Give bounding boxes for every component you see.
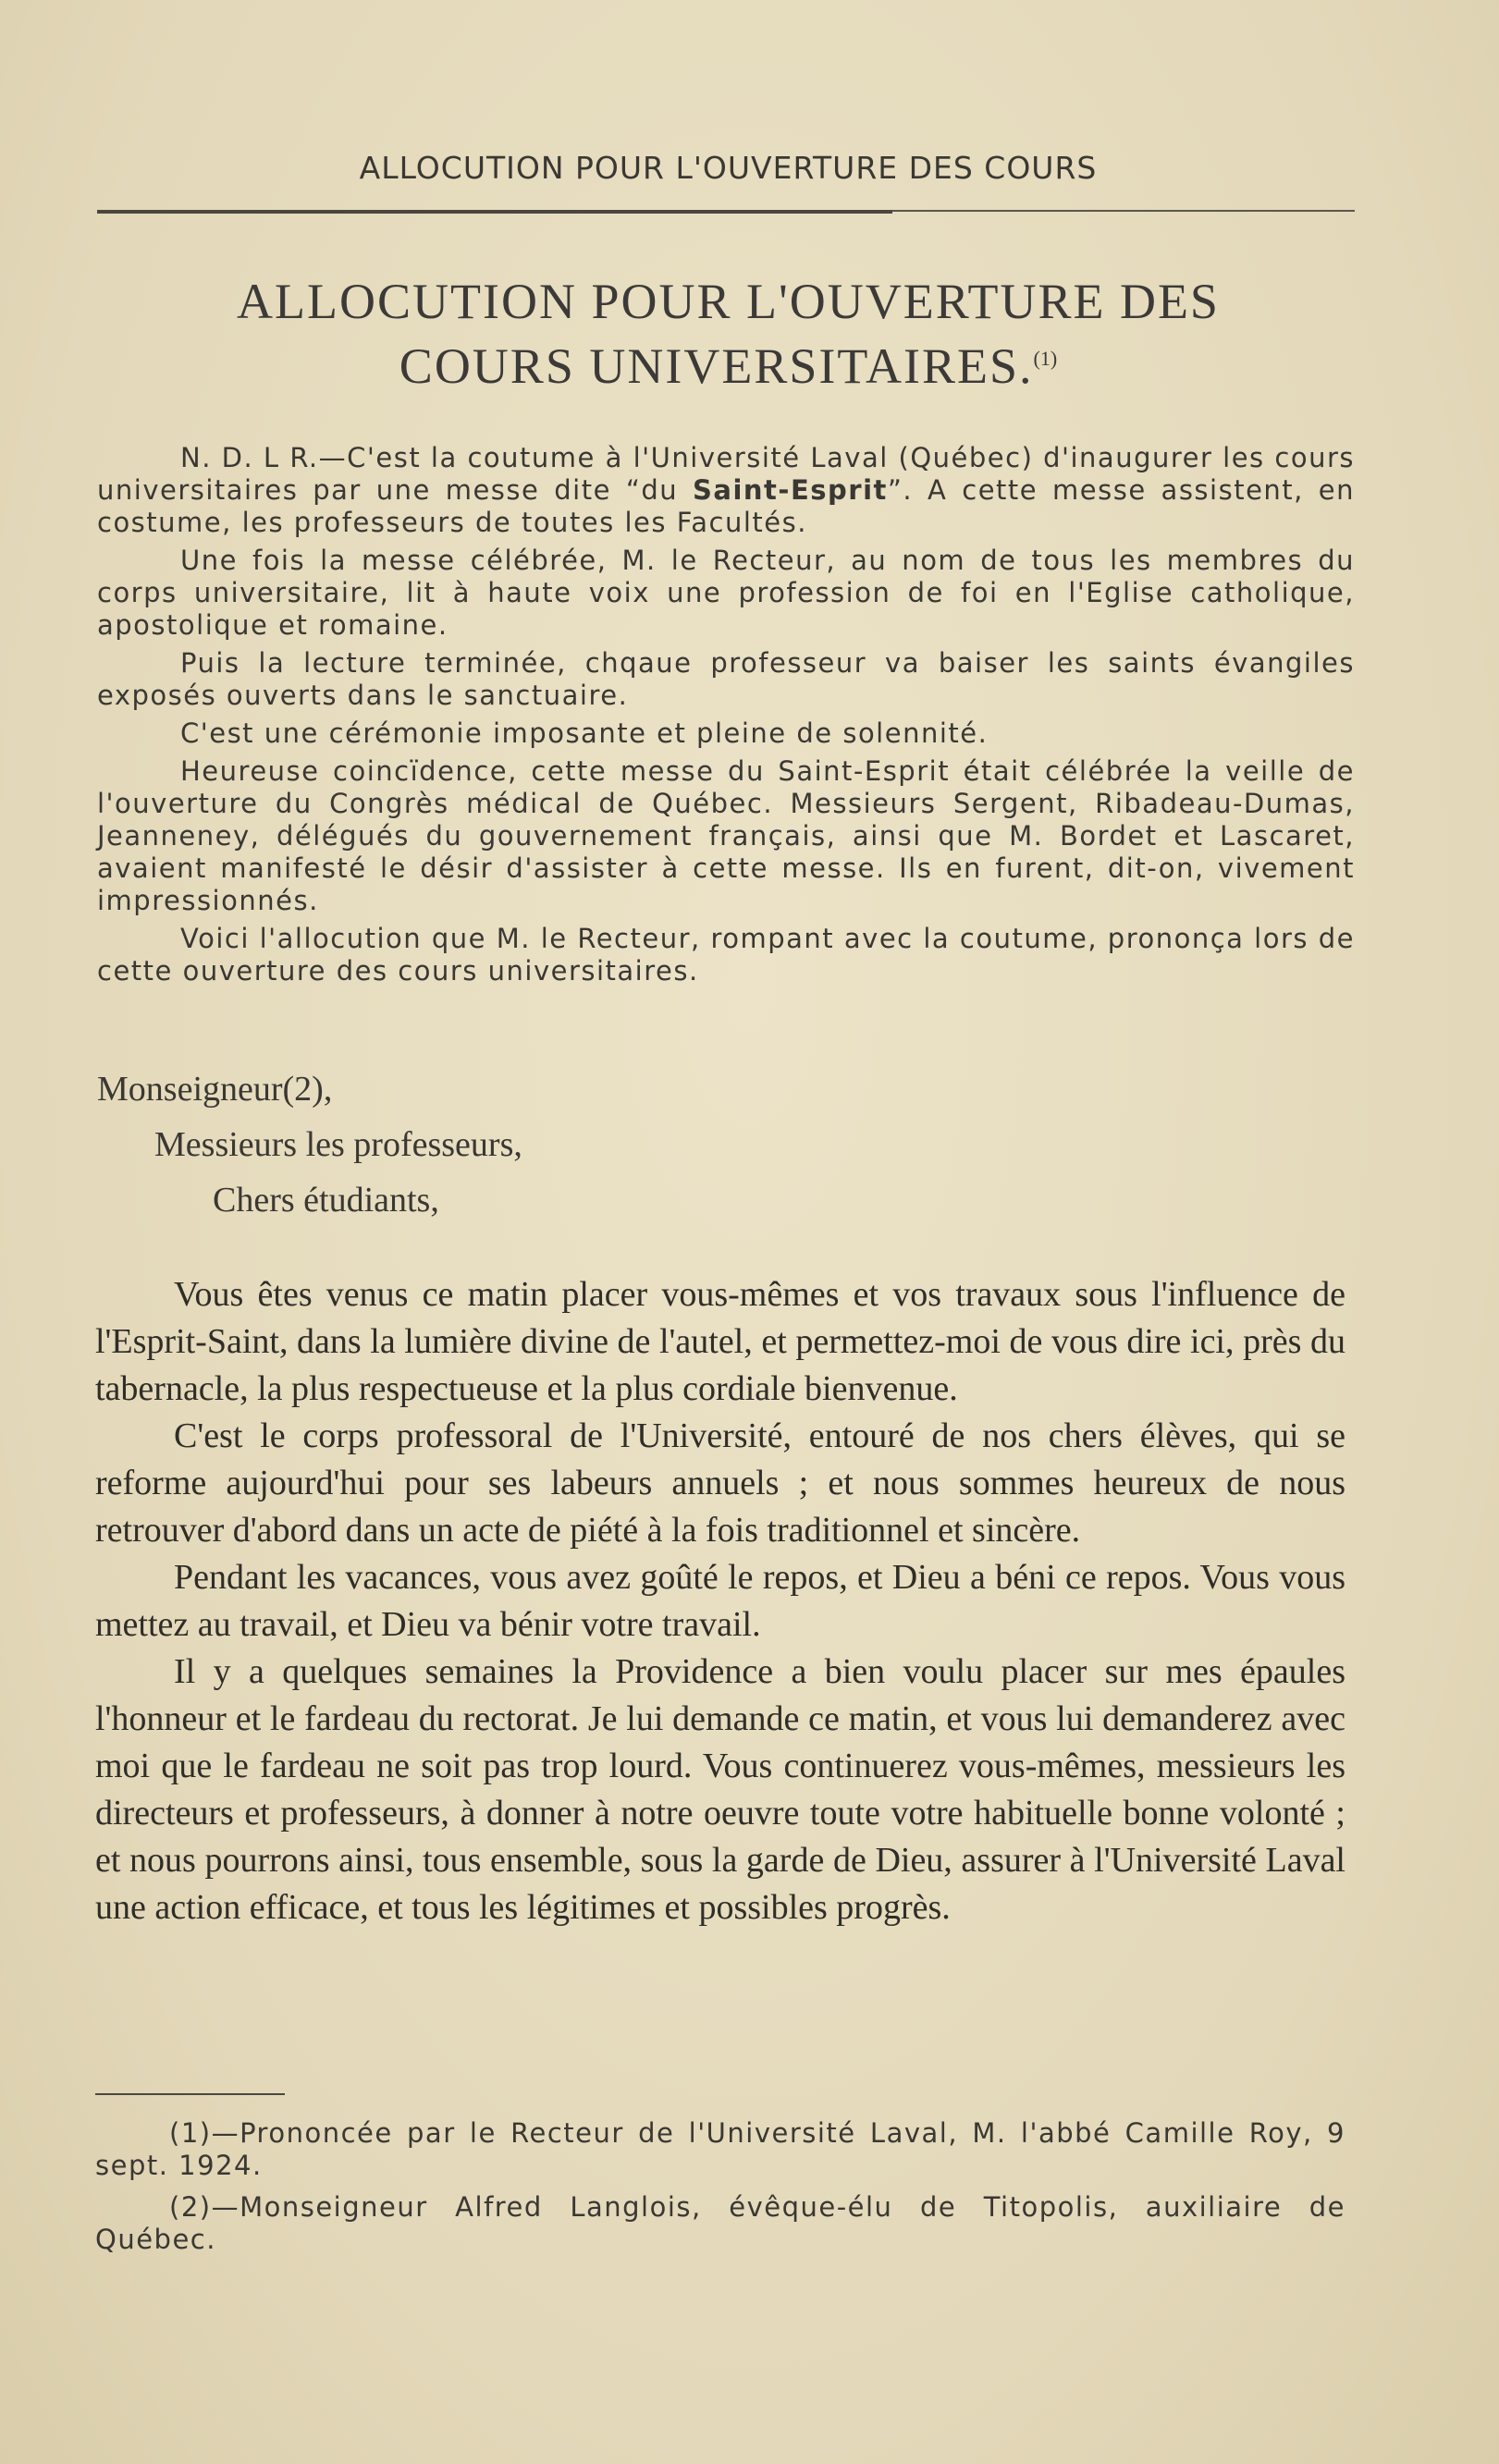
title-line-2: [97, 330, 1359, 395]
speech-paragraph: C'est le corps professoral de l'Université, entouré de nos chers élèves, qui se reforme aujourd'hui pour ses labeurs annuels ; et nous sommes heureux de nous retrouver d'abord dans un acte de piété à la fois traditionnel et sincère.: [95, 1416, 1345, 1550]
header-rule-thin: [892, 210, 1355, 212]
speech-paragraph: Pendant les vacances, vous avez goûté le repos, et Dieu a béni ce repos. Vous vous mettez au travail, et Dieu va bénir votre travail.: [95, 1558, 1345, 1644]
editor-note-paragraph: C'est une cérémonie imposante et pleine de solennité.: [180, 717, 989, 749]
editor-note-paragraph: [97, 442, 1355, 539]
salutation: [97, 1061, 522, 1228]
editor-note-p1-bold: Saint-Esprit: [693, 474, 888, 506]
title-note-mark: (1): [1033, 347, 1058, 370]
footnote-1: (1)—Prononcée par le Recteur de l'Université Laval, M. l'abbé Camille Roy, 9 sept. 1924.: [95, 2117, 1345, 2181]
article-title: [97, 273, 1359, 395]
editor-note: [97, 442, 1355, 993]
header-rule-thick: [97, 210, 892, 214]
title-line-1: ALLOCUTION POUR L'OUVERTURE DES: [237, 274, 1220, 329]
running-head: ALLOCUTION POUR L'OUVERTURE DES COURS: [359, 150, 1098, 186]
editor-note-paragraph: Puis la lecture terminée, chqaue professeur va baiser les saints évangiles exposés ouverts dans le sanctuaire.: [97, 647, 1355, 711]
title-line-2-text: COURS UNIVERSITAIRES.: [399, 338, 1034, 394]
footnotes: [95, 2117, 1345, 2265]
salutation-line-1: Monseigneur(2),: [97, 1070, 333, 1109]
speech-paragraph: Il y a quelques semaines la Providence a bien voulu placer sur mes épaules l'honneur et le fardeau du rectorat. Je lui demande ce matin, et vous lui demanderez avec moi que le fardeau ne soit pas trop lourd. Vous continuerez vous-mêmes, messieurs les directeurs et professeurs, à donner à notre oeuvre toute votre habituelle bonne volonté ; et nous pourrons ainsi, tous ensemble, sous la garde de Dieu, assurer à l'Université Laval une action efficace, et tous les légitimes et possibles progrès.: [95, 1652, 1345, 1927]
salutation-line-3: Chers étudiants,: [213, 1181, 439, 1220]
salutation-line-2: Messieurs les professeurs,: [154, 1125, 522, 1164]
speech-paragraph: Vous êtes venus ce matin placer vous-mêmes et vos travaux sous l'influence de l'Esprit-Saint, dans la lumière divine de l'autel, et permettez-moi de vous dire ici, près du tabernacle, la plus respectueuse et la plus cordiale bienvenue.: [95, 1275, 1345, 1408]
editor-note-paragraph: Une fois la messe célébrée, M. le Recteur, au nom de tous les membres du corps universitaire, lit à haute voix une profession de foi en l'Eglise catholique, apostolique et romaine.: [97, 545, 1355, 641]
footnote-2: (2)—Monseigneur Alfred Langlois, évêque-élu de Titopolis, auxiliaire de Québec.: [95, 2191, 1345, 2255]
editor-note-p1-end: ”. A cette messe assistent, en costume, les professeurs de toutes les Facultés.: [97, 474, 1356, 538]
editor-note-paragraph: Voici l'allocution que M. le Recteur, rompant avec la coutume, prononça lors de cette ouverture des cours universitaires.: [97, 923, 1355, 987]
editor-note-p1-start: N. D. L R.—C'est la coutume à l'Université Laval (Québec) d'inaugurer les cours universitaires par une messe dite “du: [97, 442, 1355, 506]
speech-body: [95, 1271, 1345, 1931]
footnote-rule: [95, 2093, 285, 2095]
editor-note-paragraph: Heureuse coincïdence, cette messe du Saint-Esprit était célébrée la veille de l'ouverture du Congrès médical de Québec. Messieurs Sergent, Ribadeau-Dumas, Jeanneney, délégués du gouvernement français, ainsi que M. Bordet et Lascaret, avaient manifesté le désir d'assister à cette messe. Ils en furent, dit-on, vivement impressionnés.: [97, 755, 1355, 916]
